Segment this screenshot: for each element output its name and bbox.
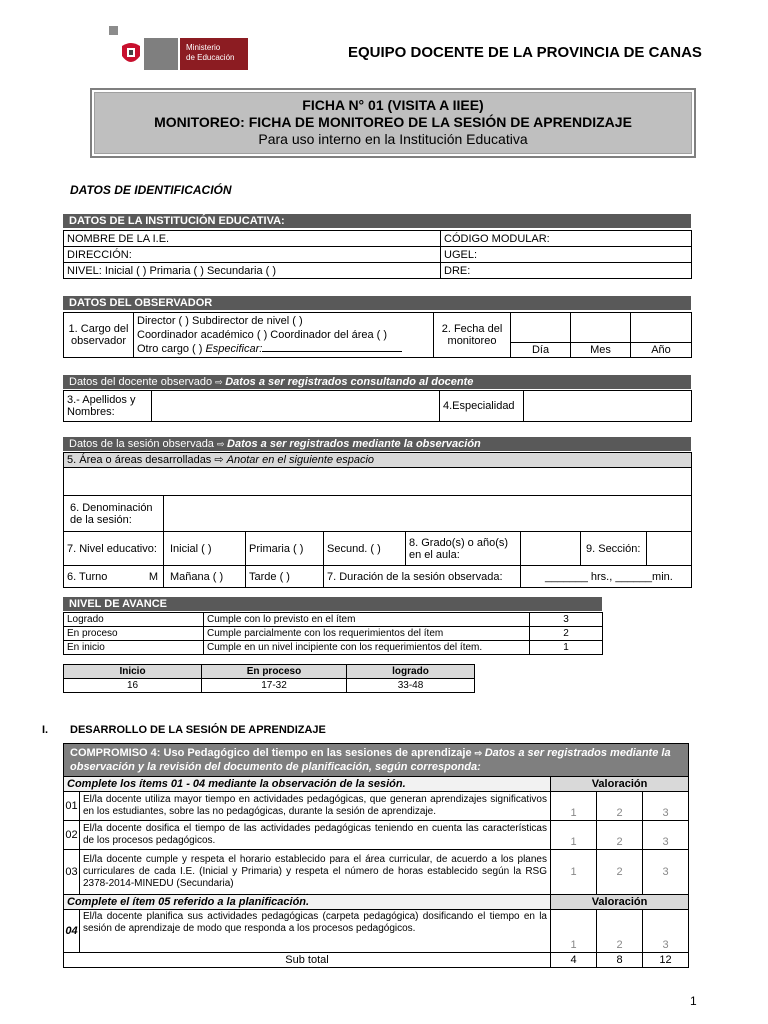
range-header-inicio: Inicio — [64, 665, 202, 679]
title-line-1: FICHA N° 01 (VISITA A IIEE) — [302, 97, 484, 113]
score-1-option[interactable]: 1 — [551, 850, 597, 895]
session-seccion-label: 9. Sección: — [581, 532, 647, 566]
logo-small-square-icon — [109, 26, 118, 35]
subtotal-2: 8 — [597, 953, 643, 968]
teacher-header-title: Datos del docente observado — [69, 376, 213, 388]
score-3-option[interactable]: 3 — [643, 792, 689, 821]
teacher-table — [63, 390, 692, 422]
avance-desc: Cumple parcialmente con los requerimientos del ítem — [204, 627, 530, 641]
ie-nombre[interactable]: NOMBRE DE LA I.E. — [64, 231, 441, 247]
arrow-icon: ⇨ — [214, 454, 227, 466]
logo-gray-square — [144, 38, 178, 70]
session-area-text: 5. Área o áreas desarrolladas — [67, 454, 212, 466]
title-line-3: Para uso interno en la Institución Educativa — [258, 131, 528, 147]
compromiso-title — [64, 744, 689, 777]
avance-score: 2 — [530, 627, 603, 641]
teacher-especialidad-label: 4.Especialidad — [440, 391, 524, 422]
session-duracion-label: 7. Duración de la sesión observada: — [324, 566, 521, 588]
score-2-option[interactable]: 2 — [597, 910, 643, 953]
compromiso-title-main: COMPROMISO 4: Uso Pedagógico del tiempo en las sesiones de aprendizaje — [70, 747, 472, 759]
score-2-option[interactable]: 2 — [597, 792, 643, 821]
ministerio-logo — [106, 26, 248, 72]
item-number: 02 — [64, 821, 80, 850]
fecha-mes-label: Mes — [571, 343, 631, 358]
avance-row — [64, 641, 603, 655]
range-value-proceso: 17-32 — [202, 679, 347, 693]
fecha-anio-input[interactable] — [631, 313, 692, 343]
fecha-label: 2. Fecha del monitoreo — [434, 313, 511, 358]
session-duracion-input[interactable]: _______ hrs., ______min. — [521, 566, 692, 588]
observer-table — [63, 312, 692, 358]
subtotal-3: 12 — [643, 953, 689, 968]
observer-otro-cargo[interactable]: Otro cargo ( ) — [137, 343, 206, 355]
session-denominacion-input[interactable] — [164, 496, 692, 532]
session-grado-label: 8. Grado(s) o año(s) en el aula: — [406, 532, 521, 566]
score-3-option[interactable]: 3 — [643, 821, 689, 850]
observer-header: DATOS DEL OBSERVADOR — [63, 296, 691, 310]
subtotal-label: Sub total — [64, 953, 551, 968]
avance-table — [63, 612, 603, 655]
session-denominacion-label: 6. Denominación de la sesión: — [64, 496, 164, 532]
range-value-logrado: 33-48 — [347, 679, 475, 693]
session-grado-input[interactable] — [521, 532, 581, 566]
logo-text-1: Ministerio — [186, 43, 221, 52]
avance-desc: Cumple con lo previsto en el ítem — [204, 613, 530, 627]
avance-level: En inicio — [64, 641, 204, 655]
title-line-2: MONITOREO: FICHA DE MONITOREO DE LA SESIÓN DE APRENDIZAJE — [154, 114, 632, 130]
fecha-mes-input[interactable] — [571, 313, 631, 343]
session-secund[interactable]: Secund. ( ) — [324, 532, 406, 566]
ie-direccion[interactable]: DIRECCIÓN: — [64, 247, 441, 263]
item-text: El/la docente planifica sus actividades pedagógicas (carpeta pedagógica) dosificando el tiempo en la sesión de aprendizaje de modo que responda a los procesos pedagógicos. — [80, 910, 551, 953]
observer-especificar: Especificar: — [205, 343, 263, 355]
range-header-logrado: logrado — [347, 665, 475, 679]
observer-line-3 — [137, 342, 430, 356]
item-text: El/la docente cumple y respeta el horario establecido para el área curricular, de acuerdo a los planes curriculares de cada I.E. (Inicial y Primaria) y respeta el número de horas establecido según la RSG 2378-2014-MINEDU (Secundaria) — [80, 850, 551, 895]
logo-text-2: de Educación — [186, 53, 235, 62]
item-number: 03 — [64, 850, 80, 895]
score-3-option[interactable]: 3 — [643, 850, 689, 895]
compromiso-item-row — [64, 821, 689, 850]
compromiso-item-row — [64, 792, 689, 821]
avance-level: Logrado — [64, 613, 204, 627]
session-area-input[interactable] — [64, 468, 692, 496]
ranges-table — [63, 664, 475, 693]
session-primaria[interactable]: Primaria ( ) — [246, 532, 324, 566]
avance-row — [64, 627, 603, 641]
range-header-proceso: En proceso — [202, 665, 347, 679]
score-2-option[interactable]: 2 — [597, 850, 643, 895]
avance-desc: Cumple en un nivel incipiente con los requerimientos del ítem. — [204, 641, 530, 655]
item-text: El/la docente dosifica el tiempo de las actividades pedagógicas teniendo en cuenta las características de los procesos pedagógicos. — [80, 821, 551, 850]
session-seccion-input[interactable] — [647, 532, 692, 566]
teacher-header-note: Datos a ser registrados consultando al docente — [225, 376, 474, 388]
session-tarde[interactable]: Tarde ( ) — [246, 566, 324, 588]
avance-score: 1 — [530, 641, 603, 655]
session-turno-text: 6. Turno — [67, 570, 108, 583]
ie-nivel[interactable]: NIVEL: Inicial ( ) Primaria ( ) Secundaria ( ) — [64, 263, 441, 279]
page-number: 1 — [690, 994, 697, 1008]
score-2-option[interactable]: 2 — [597, 821, 643, 850]
session-area-label — [64, 453, 692, 468]
session-manana[interactable]: Mañana ( ) — [164, 566, 246, 588]
session-turno-label — [64, 566, 164, 588]
ie-codigo[interactable]: CÓDIGO MODULAR: — [441, 231, 692, 247]
valoracion-header-1: Valoración — [551, 777, 689, 792]
avance-row — [64, 613, 603, 627]
compromiso-item-row — [64, 850, 689, 895]
fecha-anio-label: Año — [631, 343, 692, 358]
ie-table — [63, 230, 692, 279]
score-1-option[interactable]: 1 — [551, 910, 597, 953]
fecha-dia-label: Día — [511, 343, 571, 358]
peru-shield-icon — [120, 40, 142, 68]
observer-line-1[interactable]: Director ( ) Subdirector de nivel ( ) — [137, 315, 303, 327]
session-area-note: Anotar en el siguiente espacio — [226, 454, 375, 466]
session-table — [63, 452, 692, 588]
arrow-icon: ⇨ — [474, 748, 485, 758]
compromiso-table — [63, 743, 689, 968]
teacher-especialidad-input[interactable] — [524, 391, 692, 422]
section-i-number: I. — [42, 724, 49, 736]
avance-level: En proceso — [64, 627, 204, 641]
arrow-icon: ⇨ — [215, 377, 226, 387]
observer-cargo-label: 1. Cargo del observador — [64, 313, 134, 358]
observer-line-2[interactable]: Coordinador académico ( ) Coordinador del área ( ) — [137, 329, 388, 341]
page-header-title: EQUIPO DOCENTE DE LA PROVINCIA DE CANAS — [348, 44, 702, 61]
session-header-title: Datos de la sesión observada — [69, 438, 214, 450]
item-number: 04 — [64, 910, 80, 953]
ie-ugel[interactable]: UGEL: — [441, 247, 692, 263]
compromiso-title-note: Datos a ser registrados mediante la observación y la revisión del documento de planificación, según corresponda: — [70, 747, 671, 773]
title-box — [90, 88, 696, 158]
teacher-apellidos-input[interactable] — [152, 391, 440, 422]
session-header-note: Datos a ser registrados mediante la observación — [227, 438, 481, 450]
score-1-option[interactable]: 1 — [551, 792, 597, 821]
score-1-option[interactable]: 1 — [551, 821, 597, 850]
avance-score: 3 — [530, 613, 603, 627]
teacher-header — [63, 375, 691, 389]
compromiso-sub-1: Complete los ítems 01 - 04 mediante la observación de la sesión. — [64, 777, 551, 792]
section-i-title: DESARROLLO DE LA SESIÓN DE APRENDIZAJE — [70, 724, 326, 736]
session-turno-m: M — [148, 570, 158, 583]
valoracion-header-2: Valoración — [551, 895, 689, 910]
item-number: 01 — [64, 792, 80, 821]
session-header — [63, 437, 691, 451]
ie-header: DATOS DE LA INSTITUCIÓN EDUCATIVA: — [63, 214, 691, 228]
section-identification: DATOS DE IDENTIFICACIÓN — [70, 183, 232, 197]
teacher-apellidos-label: 3.- Apellidos y Nombres: — [64, 391, 152, 422]
item-text: El/la docente utiliza mayor tiempo en actividades pedagógicas, que generan aprendizajes significativos en los estudiantes, sobre las no pedagógicas, durante la sesión de aprendizaje. — [80, 792, 551, 821]
subtotal-1: 4 — [551, 953, 597, 968]
session-inicial[interactable]: Inicial ( ) — [164, 532, 246, 566]
session-nivel-label: 7. Nivel educativo: — [64, 532, 164, 566]
range-value-inicio: 16 — [64, 679, 202, 693]
avance-header: NIVEL DE AVANCE — [63, 597, 602, 611]
score-3-option[interactable]: 3 — [643, 910, 689, 953]
compromiso-sub-2: Complete el ítem 05 referido a la planificación. — [64, 895, 551, 910]
ie-dre[interactable]: DRE: — [441, 263, 692, 279]
arrow-icon: ⇨ — [217, 439, 228, 449]
fecha-dia-input[interactable] — [511, 313, 571, 343]
